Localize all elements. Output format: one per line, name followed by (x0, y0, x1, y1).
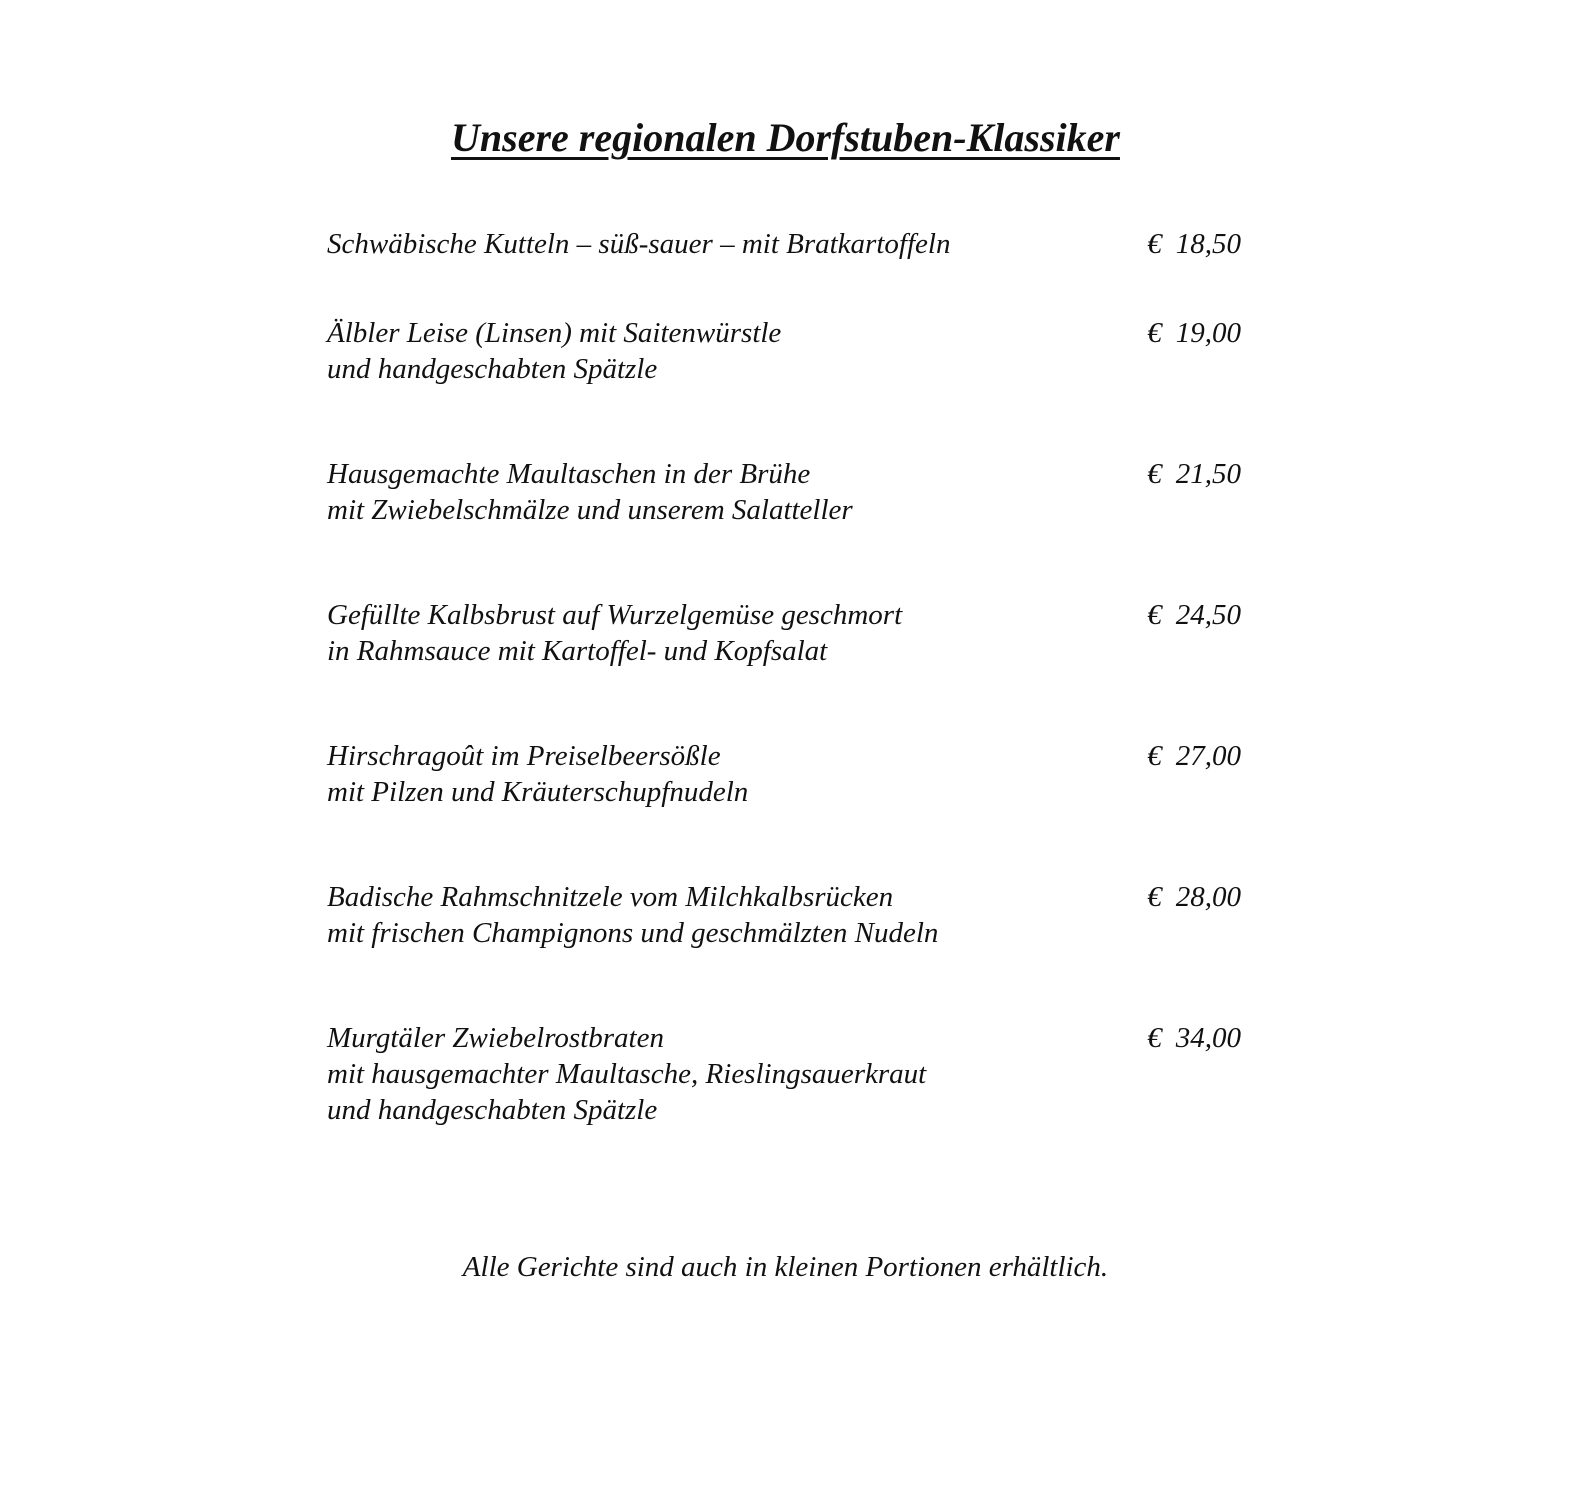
price-value: 21,50 (1175, 458, 1241, 490)
currency-symbol: € (1147, 458, 1162, 490)
menu-item-description (327, 456, 1117, 528)
menu-item (327, 1020, 1247, 1128)
menu-item-line: mit frischen Champignons und geschmälzten Nudeln (327, 917, 939, 949)
menu-item-line: Gefüllte Kalbsbrust auf Wurzelgemüse geschmort (327, 599, 903, 631)
menu-item-price (1147, 456, 1241, 492)
price-value: 18,50 (1175, 228, 1241, 260)
menu-item-price (1147, 315, 1241, 351)
menu-item-line: Schwäbische Kutteln – süß-sauer – mit Bratkartoffeln (327, 228, 951, 260)
currency-symbol: € (1147, 881, 1162, 913)
menu-item-price (1147, 879, 1241, 915)
menu-list (327, 226, 1247, 1128)
currency-symbol: € (1147, 599, 1162, 631)
price-value: 34,00 (1175, 1022, 1241, 1054)
menu-item-line: Hirschragoût im Preiselbeersößle (327, 740, 721, 772)
menu-item-price (1147, 1020, 1241, 1056)
menu-item (327, 738, 1247, 810)
menu-item-line: Hausgemachte Maultaschen in der Brühe (327, 458, 811, 490)
page-title (0, 112, 1571, 164)
menu-item-description (327, 879, 1117, 951)
menu-item-line: mit Pilzen und Kräuterschupfnudeln (327, 776, 749, 808)
price-value: 19,00 (1175, 317, 1241, 349)
footer-note: Alle Gerichte sind auch in kleinen Portionen erhältlich. (462, 1251, 1109, 1283)
menu-item (327, 315, 1247, 387)
menu-item-description (327, 1020, 1117, 1128)
menu-item-line: in Rahmsauce mit Kartoffel- und Kopfsalat (327, 635, 828, 667)
menu-item-price (1147, 226, 1241, 262)
currency-symbol: € (1147, 1022, 1162, 1054)
menu-item-description (327, 738, 1117, 810)
menu-item-price (1147, 597, 1241, 633)
menu-item-line: Badische Rahmschnitzele vom Milchkalbsrücken (327, 881, 894, 913)
menu-item-price (1147, 738, 1241, 774)
menu-item (327, 879, 1247, 951)
price-value: 27,00 (1175, 740, 1241, 772)
menu-item-description (327, 315, 1117, 387)
menu-item-description (327, 597, 1117, 669)
currency-symbol: € (1147, 317, 1162, 349)
page-title-text: Unsere regionalen Dorfstuben-Klassiker (451, 115, 1120, 160)
menu-item (327, 597, 1247, 669)
menu-item-description (327, 226, 1117, 262)
menu-item-line: und handgeschabten Spätzle (327, 353, 658, 385)
currency-symbol: € (1147, 740, 1162, 772)
menu-item (327, 456, 1247, 528)
menu-item (327, 226, 1247, 262)
price-value: 24,50 (1175, 599, 1241, 631)
menu-item-line: mit Zwiebelschmälze und unserem Salatteller (327, 494, 853, 526)
currency-symbol: € (1147, 228, 1162, 260)
menu-item-line: Älbler Leise (Linsen) mit Saitenwürstle (327, 317, 782, 349)
menu-item-line: und handgeschabten Spätzle (327, 1094, 658, 1126)
menu-item-line: Murgtäler Zwiebelrostbraten (327, 1022, 664, 1054)
menu-item-line: mit hausgemachter Maultasche, Rieslingsauerkraut (327, 1058, 927, 1090)
price-value: 28,00 (1175, 881, 1241, 913)
